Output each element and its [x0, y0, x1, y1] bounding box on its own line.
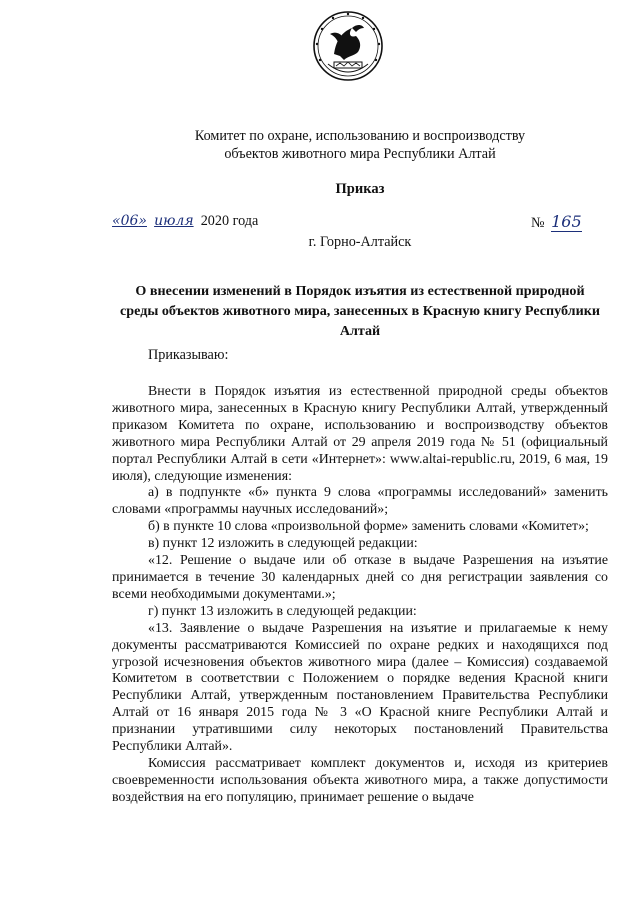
date-day: 06 [120, 213, 139, 229]
document-title [112, 281, 608, 341]
number-value: 165 [551, 212, 582, 231]
organization-name-line1: Комитет по охране, использованию и воспроизводству [194, 128, 526, 144]
body-paragraph: в) пункт 12 изложить в следующей редакции: [148, 536, 418, 552]
body-paragraph: Комиссия рассматривает комплект документов и, исходя из критериев своевременности использования объекта животного мира, а также допустимости воздействия на его популяцию, принимает решение о выдаче [112, 755, 608, 805]
date-close-quote: » [138, 213, 147, 229]
date-month: июля [154, 213, 194, 229]
title-line: среды объектов животного мира, занесенных в Красную книгу Республики [120, 303, 600, 319]
body-paragraph: Внести в Порядок изъятия из естественной природной среды объектов животного мира, занесенных в Красную книгу Республики Алтай, утвержденный приказом Комитета по охране, использованию и воспроизводству объектов животного мира Республики Алтай от 29 апреля 2019 года № 51 (официальный портал Республики Алтай в сети «Интернет»: www.altai-republic.ru, 2019, 6 мая, 19 июля), следующие изменения: [112, 384, 608, 484]
document-city: г. Горно-Алтайск [308, 234, 412, 250]
organization-name-line2: объектов животного мира Республики Алтай [224, 146, 496, 162]
document-date [112, 213, 258, 230]
document-number [531, 212, 582, 232]
title-line: О внесении изменений в Порядок изъятия из естественной природной [135, 283, 585, 299]
number-label: № [531, 215, 545, 231]
body-paragraph: г) пункт 13 изложить в следующей редакции: [148, 603, 417, 619]
document-type: Приказ [335, 181, 385, 197]
body-paragraph: б) в пункте 10 слова «произвольной форме» заменить словами «Комитет»; [148, 519, 589, 535]
document-body [112, 384, 608, 807]
body-paragraph: «13. Заявление о выдаче Разрешения на изъятие и прилагаемые к нему документы рассматриваются Комиссией по охране редких и находящихся под угрозой исчезновения объектов животного мира (далее – Комиссия) создаваемой Комитетом в соответствии с Положением о порядке ведения Красной книги Республики Алтай, утвержденным постановлением Правительства Республики Алтай от 16 января 2015 года № 3 «О Красной книге Республики Алтай и признании утратившими силу некоторых постановлений Правительства Республики Алтай». [112, 620, 608, 755]
body-paragraph: «12. Решение о выдаче или об отказе в выдаче Разрешения на изъятие принимается в течение 30 календарных дней со дня регистрации заявления со всеми необходимыми документами.»; [112, 553, 608, 602]
altai-republic-emblem-icon [312, 10, 384, 82]
order-word: Приказываю: [148, 347, 229, 363]
body-paragraph: а) в подпункте «б» пункта 9 слова «программы исследований» заменить словами «программы научных исследований»; [112, 485, 608, 518]
date-open-quote: « [112, 213, 121, 229]
date-year: 2020 года [200, 213, 259, 229]
title-line: Алтай [339, 323, 381, 339]
